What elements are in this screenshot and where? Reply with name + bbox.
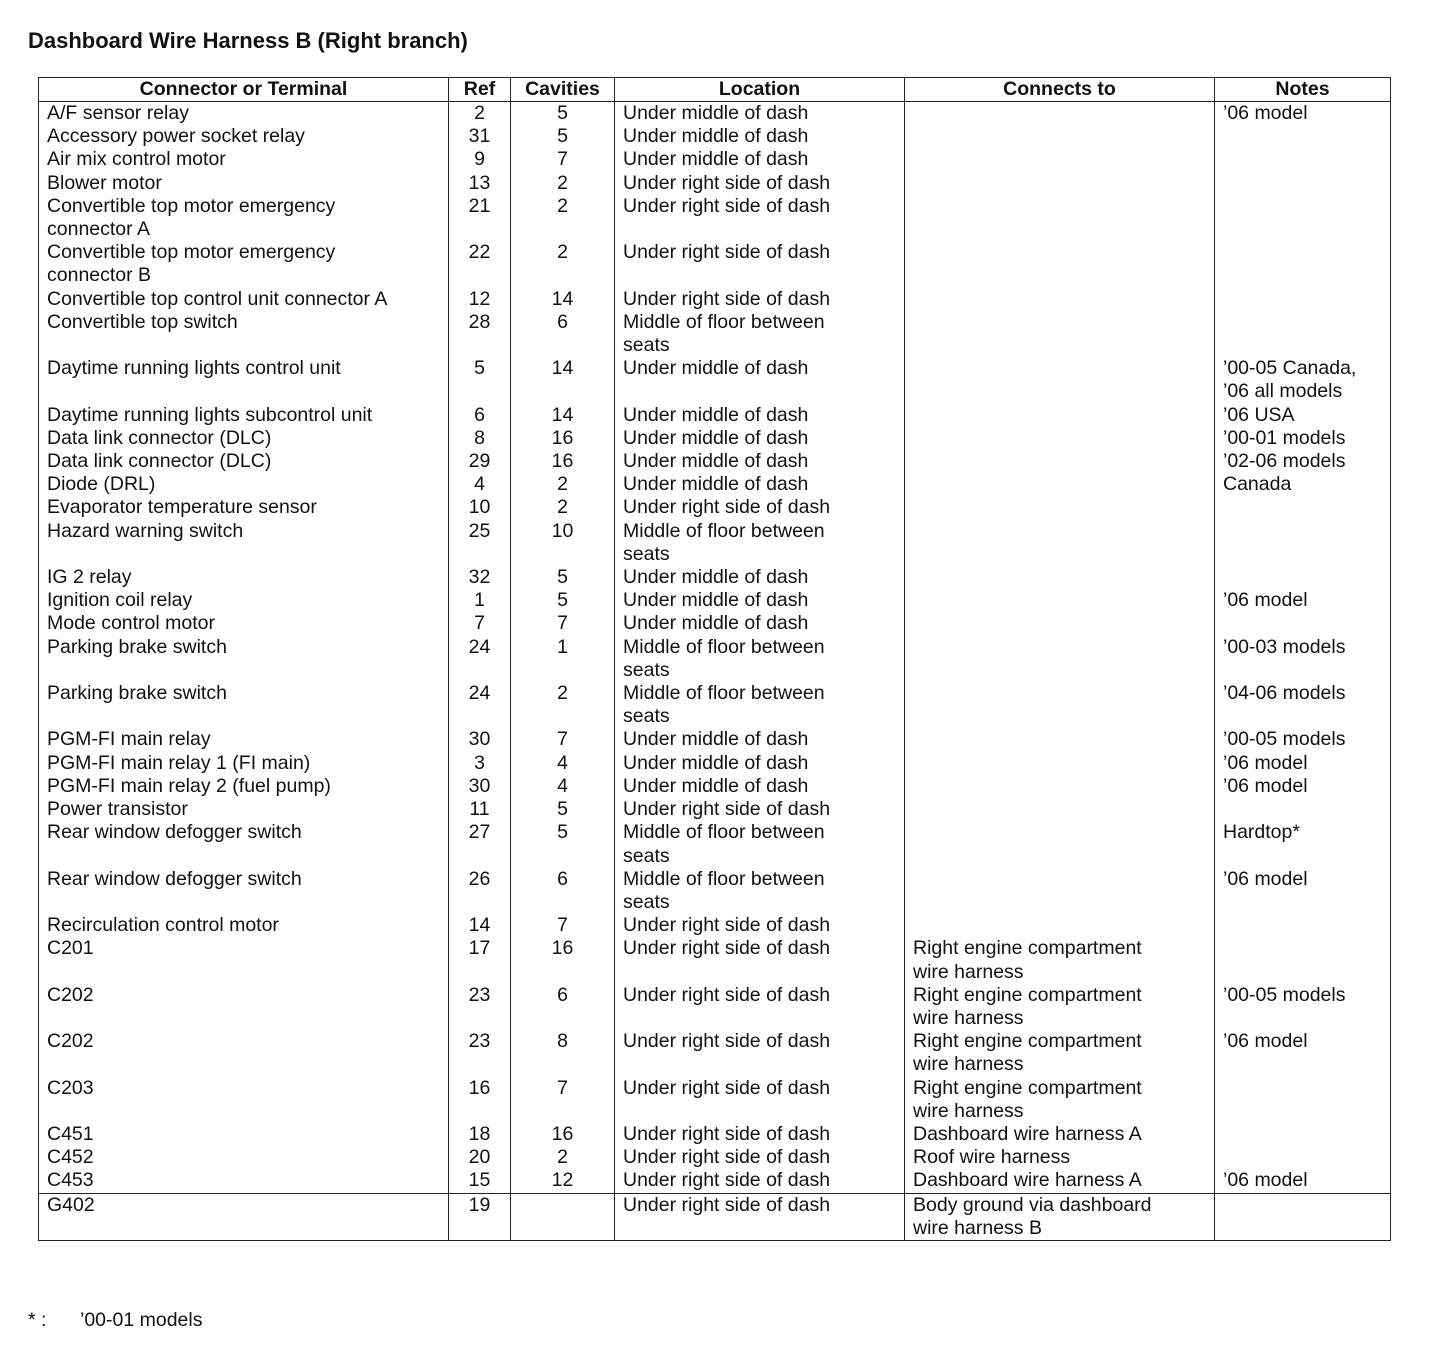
cell-location: Under middle of dash: [615, 589, 905, 612]
cell-connector: Data link connector (DLC): [39, 450, 449, 473]
cell-notes: ’06 model: [1215, 102, 1391, 126]
table-row: [39, 752, 1391, 775]
cell-cavities: 7: [511, 728, 615, 751]
cell-connects-to: [905, 775, 1215, 798]
table-body: [39, 102, 1391, 1241]
cell-location: Under right side of dash: [615, 1169, 905, 1193]
cell-ref: 25: [449, 520, 511, 566]
cell-cavities: 6: [511, 984, 615, 1030]
cell-connects-to: [905, 798, 1215, 821]
cell-connector: Mode control motor: [39, 612, 449, 635]
cell-connector: Air mix control motor: [39, 148, 449, 171]
cell-connector: C452: [39, 1146, 449, 1169]
cell-notes: [1215, 1123, 1391, 1146]
cell-connects-to: [905, 914, 1215, 937]
table-row: [39, 589, 1391, 612]
cell-connects-to: Right engine compartment wire harness: [905, 1077, 1215, 1123]
cell-cavities: 2: [511, 195, 615, 241]
table-row: [39, 566, 1391, 589]
cell-connects-to: [905, 102, 1215, 126]
cell-ref: 7: [449, 612, 511, 635]
cell-notes: [1215, 520, 1391, 566]
cell-ref: 4: [449, 473, 511, 496]
cell-ref: 18: [449, 1123, 511, 1146]
cell-cavities: 14: [511, 404, 615, 427]
cell-notes: Hardtop*: [1215, 821, 1391, 867]
cell-location: Under right side of dash: [615, 914, 905, 937]
cell-connector: C201: [39, 937, 449, 983]
cell-cavities: 5: [511, 102, 615, 126]
cell-connects-to: Right engine compartment wire harness: [905, 984, 1215, 1030]
cell-ref: 29: [449, 450, 511, 473]
cell-location: Under middle of dash: [615, 102, 905, 126]
cell-connects-to: [905, 357, 1215, 403]
cell-location: Under middle of dash: [615, 752, 905, 775]
cell-location: Under middle of dash: [615, 775, 905, 798]
cell-connector: Parking brake switch: [39, 636, 449, 682]
cell-ref: 30: [449, 775, 511, 798]
cell-connector: Rear window defogger switch: [39, 821, 449, 867]
cell-connects-to: Right engine compartment wire harness: [905, 1030, 1215, 1076]
cell-notes: ’00-05 models: [1215, 984, 1391, 1030]
cell-location: Middle of floor between seats: [615, 311, 905, 357]
cell-connects-to: [905, 473, 1215, 496]
cell-notes: [1215, 125, 1391, 148]
cell-notes: ’00-05 models: [1215, 728, 1391, 751]
cell-connects-to: [905, 566, 1215, 589]
cell-connector: Data link connector (DLC): [39, 427, 449, 450]
cell-connects-to: Dashboard wire harness A: [905, 1169, 1215, 1193]
cell-ref: 11: [449, 798, 511, 821]
cell-connects-to: Right engine compartment wire harness: [905, 937, 1215, 983]
cell-ref: 24: [449, 682, 511, 728]
cell-cavities: 2: [511, 172, 615, 195]
cell-notes: ’00-01 models: [1215, 427, 1391, 450]
table-row: [39, 311, 1391, 357]
column-header-ref: Ref: [449, 78, 511, 102]
cell-cavities: 2: [511, 473, 615, 496]
cell-location: Under right side of dash: [615, 1030, 905, 1076]
cell-connector: Power transistor: [39, 798, 449, 821]
cell-connects-to: Body ground via dashboard wire harness B: [905, 1193, 1215, 1240]
cell-location: Under right side of dash: [615, 241, 905, 287]
cell-cavities: 12: [511, 1169, 615, 1193]
cell-connector: Evaporator temperature sensor: [39, 496, 449, 519]
cell-ref: 30: [449, 728, 511, 751]
cell-location: Middle of floor between seats: [615, 636, 905, 682]
cell-cavities: 16: [511, 450, 615, 473]
cell-ref: 5: [449, 357, 511, 403]
cell-ref: 10: [449, 496, 511, 519]
cell-connector: Daytime running lights subcontrol unit: [39, 404, 449, 427]
cell-notes: [1215, 496, 1391, 519]
cell-ref: 9: [449, 148, 511, 171]
cell-ref: 32: [449, 566, 511, 589]
table-row: [39, 357, 1391, 403]
cell-notes: ’02-06 models: [1215, 450, 1391, 473]
table-row: [39, 1169, 1391, 1193]
column-header-location: Location: [615, 78, 905, 102]
cell-connects-to: [905, 636, 1215, 682]
table-row: [39, 868, 1391, 914]
cell-location: Under right side of dash: [615, 172, 905, 195]
cell-cavities: 4: [511, 775, 615, 798]
table-row: [39, 984, 1391, 1030]
cell-notes: ’06 model: [1215, 1030, 1391, 1076]
cell-notes: ’06 USA: [1215, 404, 1391, 427]
cell-notes: [1215, 914, 1391, 937]
table-row: [39, 937, 1391, 983]
cell-connector: C203: [39, 1077, 449, 1123]
cell-notes: ’06 model: [1215, 589, 1391, 612]
cell-notes: [1215, 566, 1391, 589]
cell-notes: [1215, 311, 1391, 357]
cell-connects-to: [905, 589, 1215, 612]
cell-ref: 20: [449, 1146, 511, 1169]
table-row: [39, 241, 1391, 287]
cell-location: Under middle of dash: [615, 148, 905, 171]
table-row: [39, 1146, 1391, 1169]
table-row: [39, 914, 1391, 937]
page-title: Dashboard Wire Harness B (Right branch): [28, 28, 468, 53]
cell-cavities: 7: [511, 914, 615, 937]
cell-location: Middle of floor between seats: [615, 821, 905, 867]
cell-cavities: 5: [511, 821, 615, 867]
cell-location: Under right side of dash: [615, 1077, 905, 1123]
cell-ref: 28: [449, 311, 511, 357]
cell-connector: C202: [39, 1030, 449, 1076]
cell-cavities: 6: [511, 868, 615, 914]
cell-notes: Canada: [1215, 473, 1391, 496]
cell-connects-to: [905, 821, 1215, 867]
cell-connects-to: [905, 148, 1215, 171]
cell-connects-to: [905, 195, 1215, 241]
cell-cavities: 8: [511, 1030, 615, 1076]
cell-connector: G402: [39, 1193, 449, 1240]
table-row: [39, 195, 1391, 241]
cell-notes: [1215, 172, 1391, 195]
cell-connector: Diode (DRL): [39, 473, 449, 496]
cell-cavities: 2: [511, 496, 615, 519]
table-row: [39, 636, 1391, 682]
cell-notes: [1215, 148, 1391, 171]
table-row: [39, 612, 1391, 635]
cell-notes: ’00-05 Canada, ’06 all models: [1215, 357, 1391, 403]
cell-connects-to: [905, 868, 1215, 914]
cell-notes: [1215, 937, 1391, 983]
cell-connector: IG 2 relay: [39, 566, 449, 589]
cell-connector: Parking brake switch: [39, 682, 449, 728]
cell-cavities: 2: [511, 682, 615, 728]
cell-location: Under right side of dash: [615, 288, 905, 311]
table-row: [39, 427, 1391, 450]
cell-location: Under middle of dash: [615, 612, 905, 635]
cell-location: Middle of floor between seats: [615, 520, 905, 566]
cell-location: Under middle of dash: [615, 728, 905, 751]
cell-ref: 31: [449, 125, 511, 148]
cell-notes: ’00-03 models: [1215, 636, 1391, 682]
cell-connector: PGM-FI main relay 2 (fuel pump): [39, 775, 449, 798]
cell-ref: 17: [449, 937, 511, 983]
cell-connector: Hazard warning switch: [39, 520, 449, 566]
cell-notes: [1215, 1193, 1391, 1240]
cell-connects-to: [905, 427, 1215, 450]
cell-connector: Recirculation control motor: [39, 914, 449, 937]
cell-notes: [1215, 195, 1391, 241]
table-row: [39, 450, 1391, 473]
cell-ref: 1: [449, 589, 511, 612]
cell-notes: ’06 model: [1215, 868, 1391, 914]
table-row: [39, 1030, 1391, 1076]
cell-ref: 27: [449, 821, 511, 867]
cell-notes: ’04-06 models: [1215, 682, 1391, 728]
cell-connector: Daytime running lights control unit: [39, 357, 449, 403]
cell-connector: Accessory power socket relay: [39, 125, 449, 148]
cell-ref: 15: [449, 1169, 511, 1193]
table-row: [39, 520, 1391, 566]
cell-cavities: 5: [511, 566, 615, 589]
cell-cavities: 16: [511, 937, 615, 983]
table-row: [39, 1193, 1391, 1240]
cell-location: Under middle of dash: [615, 473, 905, 496]
cell-connects-to: Roof wire harness: [905, 1146, 1215, 1169]
cell-ref: 16: [449, 1077, 511, 1123]
cell-location: Under right side of dash: [615, 937, 905, 983]
footnote-mark: * :: [28, 1309, 47, 1331]
cell-location: Under middle of dash: [615, 404, 905, 427]
footnote-text: ’00-01 models: [80, 1309, 203, 1331]
cell-location: Under right side of dash: [615, 195, 905, 241]
cell-connector: Convertible top motor emergency connector A: [39, 195, 449, 241]
cell-cavities: 10: [511, 520, 615, 566]
cell-connects-to: [905, 404, 1215, 427]
table-row: [39, 148, 1391, 171]
cell-cavities: 14: [511, 288, 615, 311]
table-header-row: [39, 78, 1391, 102]
table-row: [39, 473, 1391, 496]
cell-ref: 3: [449, 752, 511, 775]
cell-notes: ’06 model: [1215, 752, 1391, 775]
cell-ref: 2: [449, 102, 511, 126]
cell-cavities: 4: [511, 752, 615, 775]
cell-location: Under right side of dash: [615, 1146, 905, 1169]
cell-connector: Convertible top motor emergency connector B: [39, 241, 449, 287]
cell-connects-to: [905, 612, 1215, 635]
table-row: [39, 102, 1391, 126]
cell-notes: ’06 model: [1215, 775, 1391, 798]
cell-ref: 23: [449, 1030, 511, 1076]
cell-connector: C451: [39, 1123, 449, 1146]
cell-connector: A/F sensor relay: [39, 102, 449, 126]
cell-ref: 19: [449, 1193, 511, 1240]
table-row: [39, 682, 1391, 728]
cell-ref: 14: [449, 914, 511, 937]
cell-connects-to: [905, 682, 1215, 728]
cell-ref: 26: [449, 868, 511, 914]
cell-ref: 8: [449, 427, 511, 450]
table-row: [39, 404, 1391, 427]
column-header-cavities: Cavities: [511, 78, 615, 102]
cell-notes: [1215, 798, 1391, 821]
cell-location: Middle of floor between seats: [615, 868, 905, 914]
cell-location: Under middle of dash: [615, 125, 905, 148]
cell-ref: 12: [449, 288, 511, 311]
cell-connects-to: [905, 125, 1215, 148]
cell-cavities: 7: [511, 612, 615, 635]
table-row: [39, 821, 1391, 867]
cell-connects-to: [905, 311, 1215, 357]
cell-connects-to: [905, 752, 1215, 775]
cell-connects-to: [905, 520, 1215, 566]
cell-cavities: [511, 1193, 615, 1240]
cell-cavities: 7: [511, 148, 615, 171]
cell-notes: [1215, 1077, 1391, 1123]
cell-cavities: 5: [511, 798, 615, 821]
cell-cavities: 5: [511, 589, 615, 612]
cell-connector: PGM-FI main relay: [39, 728, 449, 751]
cell-connector: Convertible top control unit connector A: [39, 288, 449, 311]
column-header-connector: Connector or Terminal: [39, 78, 449, 102]
footnote: [28, 1309, 202, 1332]
cell-cavities: 14: [511, 357, 615, 403]
cell-location: Under middle of dash: [615, 566, 905, 589]
cell-notes: [1215, 241, 1391, 287]
cell-connector: Convertible top switch: [39, 311, 449, 357]
cell-ref: 21: [449, 195, 511, 241]
table-row: [39, 798, 1391, 821]
cell-cavities: 2: [511, 241, 615, 287]
harness-table: [38, 77, 1391, 1241]
cell-location: Under right side of dash: [615, 798, 905, 821]
cell-connector: C202: [39, 984, 449, 1030]
cell-ref: 23: [449, 984, 511, 1030]
cell-location: Under right side of dash: [615, 496, 905, 519]
table-row: [39, 1077, 1391, 1123]
cell-cavities: 16: [511, 427, 615, 450]
column-header-connects-to: Connects to: [905, 78, 1215, 102]
cell-connects-to: Dashboard wire harness A: [905, 1123, 1215, 1146]
table-row: [39, 125, 1391, 148]
cell-connects-to: [905, 241, 1215, 287]
cell-location: Under right side of dash: [615, 1193, 905, 1240]
table-row: [39, 496, 1391, 519]
table-row: [39, 172, 1391, 195]
cell-notes: [1215, 612, 1391, 635]
cell-location: Under right side of dash: [615, 984, 905, 1030]
cell-ref: 22: [449, 241, 511, 287]
cell-connects-to: [905, 450, 1215, 473]
cell-connector: Ignition coil relay: [39, 589, 449, 612]
cell-connector: PGM-FI main relay 1 (FI main): [39, 752, 449, 775]
cell-ref: 6: [449, 404, 511, 427]
cell-location: Under middle of dash: [615, 357, 905, 403]
cell-connector: Rear window defogger switch: [39, 868, 449, 914]
cell-cavities: 1: [511, 636, 615, 682]
cell-ref: 13: [449, 172, 511, 195]
cell-notes: ’06 model: [1215, 1169, 1391, 1193]
table-row: [39, 1123, 1391, 1146]
table-row: [39, 288, 1391, 311]
cell-connects-to: [905, 728, 1215, 751]
cell-cavities: 2: [511, 1146, 615, 1169]
cell-location: Under middle of dash: [615, 427, 905, 450]
cell-notes: [1215, 288, 1391, 311]
table-row: [39, 775, 1391, 798]
cell-connects-to: [905, 172, 1215, 195]
cell-cavities: 5: [511, 125, 615, 148]
table-row: [39, 728, 1391, 751]
column-header-notes: Notes: [1215, 78, 1391, 102]
cell-ref: 24: [449, 636, 511, 682]
cell-cavities: 7: [511, 1077, 615, 1123]
cell-cavities: 6: [511, 311, 615, 357]
cell-cavities: 16: [511, 1123, 615, 1146]
cell-connects-to: [905, 288, 1215, 311]
cell-connector: C453: [39, 1169, 449, 1193]
cell-location: Middle of floor between seats: [615, 682, 905, 728]
cell-connects-to: [905, 496, 1215, 519]
cell-connector: Blower motor: [39, 172, 449, 195]
cell-notes: [1215, 1146, 1391, 1169]
cell-location: Under right side of dash: [615, 1123, 905, 1146]
cell-location: Under middle of dash: [615, 450, 905, 473]
